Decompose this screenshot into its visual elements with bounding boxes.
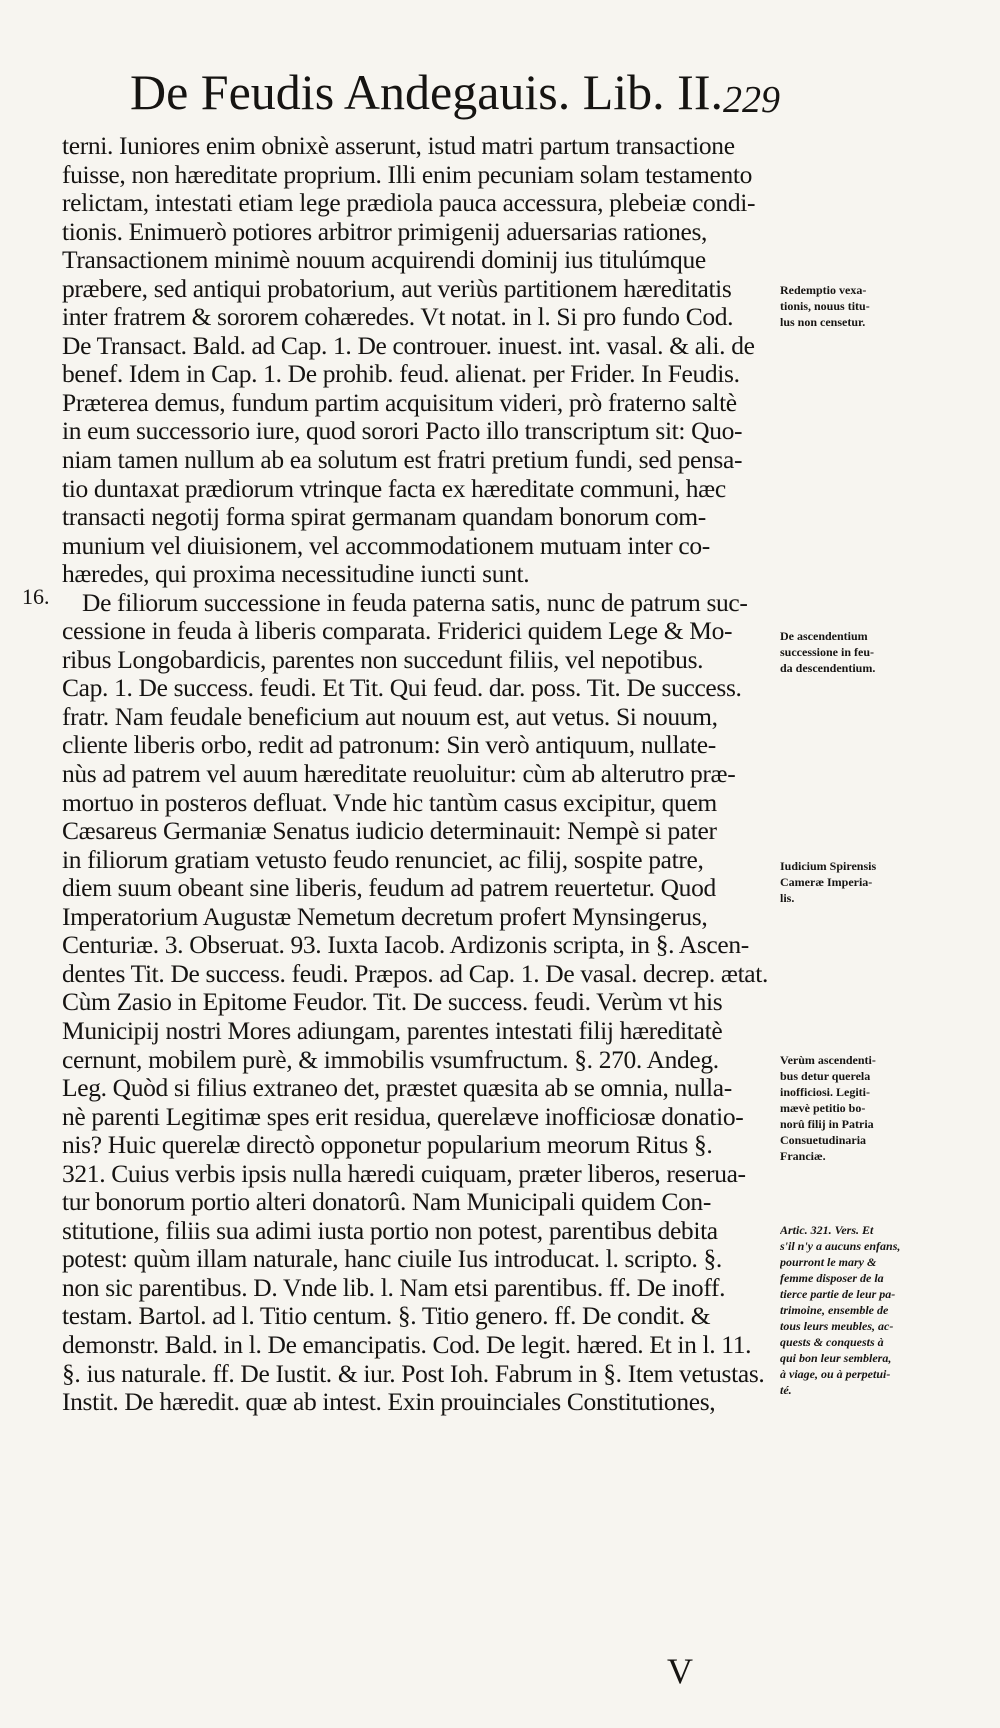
margin-note-line: tionis, nouus titu-	[780, 299, 870, 313]
text-line: Cap. 1. De success. feudi. Et Tit. Qui feud. dar. poss. Tit. De success.	[62, 674, 742, 703]
text-line: Imperatorium Augustæ Nemetum decretum profert Mynsingerus,	[62, 902, 708, 931]
text-line: in eum successorio iure, quod sorori Pacto illo transcriptum sit: Quo-	[62, 417, 743, 446]
margin-note-line: Iudicium Spirensis	[780, 859, 877, 873]
margin-note-line: successione in feu-	[780, 645, 874, 659]
margin-note-line: té.	[780, 1383, 792, 1397]
margin-note-line: tous leurs meubles, ac-	[780, 1319, 894, 1333]
margin-note-line: Verùm ascendenti-	[780, 1053, 876, 1067]
text-line: munium vel diuisionem, vel accommodationem mutuam inter co-	[62, 531, 710, 560]
margin-note-line: mævè petitio bo-	[780, 1101, 866, 1115]
margin-notes	[780, 0, 985, 1728]
margin-note-line: Artic. 321. Vers. Et	[780, 1223, 874, 1237]
section-number: 16.	[22, 584, 50, 609]
text-line: nè parenti Legitimæ spes erit residua, querelæve inofficiosæ donatio-	[62, 1102, 744, 1131]
text-line: fuisse, non hæreditate proprium. Illi enim pecuniam solam testamento	[62, 160, 753, 189]
text-line: De filiorum successione in feuda paterna satis, nunc de patrum suc-	[82, 588, 748, 617]
text-line: Centuriæ. 3. Obseruat. 93. Iuxta Iacob. Ardizonis scripta, in §. Ascen-	[62, 931, 749, 960]
text-line: diem suum obeant sine liberis, feudum ad patrem reuertetur. Quod	[62, 874, 716, 903]
text-line: Municipij nostri Mores adiungam, parentes intestati filij hæreditatè	[62, 1016, 723, 1045]
text-line: niam tamen nullum ab ea solutum est fratri pretium fundi, sed pensa-	[62, 446, 743, 475]
text-line: in filiorum gratiam vetusto feudo renunciet, ac filij, sospite patre,	[62, 845, 704, 874]
text-line: Cæsareus Germaniæ Senatus iudicio determinauit: Nempè si pater	[62, 817, 717, 846]
text-line: Cùm Zasio in Epitome Feudor. Tit. De success. feudi. Verùm vt his	[62, 988, 723, 1017]
text-line: tio duntaxat prædiorum vtrinque facta ex hæreditate communi, hæc	[62, 474, 726, 503]
text-line: hæredes, qui proxima necessitudine iuncti sunt.	[62, 560, 530, 589]
text-line: Instit. De hæredit. quæ ab intest. Exin prouinciales Constitutiones,	[62, 1388, 716, 1417]
text-line: stitutione, filiis sua adimi iusta portio non potest, parentibus debita	[62, 1216, 718, 1245]
text-line: relictam, intestati etiam lege prædiola pauca accessura, plebeiæ condi-	[62, 189, 756, 218]
margin-note-line: qui bon leur semblera,	[780, 1351, 892, 1365]
text-line: 321. Cuius verbis ipsis nulla hæredi cuiquam, præter liberos, reserua-	[62, 1159, 746, 1188]
text-line: Transactionem minimè nouum acquirendi dominij ius titulúmque	[62, 246, 706, 275]
margin-note	[780, 858, 985, 906]
margin-note	[780, 282, 985, 330]
text-line: testam. Bartol. ad l. Titio centum. §. Titio genero. ff. De condit. &	[62, 1302, 711, 1331]
text-line: nis? Huic querelæ directò opponetur popularium meorum Ritus §.	[62, 1131, 713, 1160]
text-line: non sic parentibus. D. Vnde lib. l. Nam etsi parentibus. ff. De inoff.	[62, 1273, 726, 1302]
text-line: præbere, sed antiqui probatorium, aut veriùs partitionem hæreditatis	[62, 274, 732, 303]
margin-note-line: norû filij in Patria	[780, 1117, 874, 1131]
text-line: ribus Longobardicis, parentes non succedunt filiis, vel nepotibus.	[62, 645, 704, 674]
text-line: §. ius naturale. ff. De Iustit. & iur. Post Ioh. Fabrum in §. Item vetustas.	[62, 1359, 765, 1388]
margin-note	[780, 1222, 985, 1398]
text-line: cliente liberis orbo, redit ad patronum: Sin verò antiquum, nullate-	[62, 731, 716, 760]
text-line: potest: quùm illam naturale, hanc ciuile Ius introducat. l. scripto. §.	[62, 1245, 722, 1274]
text-line: tionis. Enimuerò potiores arbitror primigenij aduersarias rationes,	[62, 217, 708, 246]
text-line: transacti negotij forma spirat germanam quandam bonorum com-	[62, 503, 706, 532]
margin-note	[780, 628, 985, 676]
margin-note-line: s'il n'y a aucuns enfans,	[780, 1239, 901, 1253]
margin-note-line: da descendentium.	[780, 661, 876, 675]
text-line: terni. Iuniores enim obnixè asserunt, istud matri partum transactione	[62, 132, 735, 160]
margin-note-line: à viage, ou à perpetui-	[780, 1367, 891, 1381]
margin-note-line: trimoine, ensemble de	[780, 1303, 889, 1317]
margin-note-line: Redemptio vexa-	[780, 283, 867, 297]
margin-note-line: De ascendentium	[780, 629, 868, 643]
main-text-column	[62, 132, 780, 1445]
text-line: Leg. Quòd si filius extraneo det, præstet quæsita ab se omnia, nulla-	[62, 1074, 732, 1103]
text-line: fratr. Nam feudale beneficium aut nouum est, aut vetus. Si nouum,	[62, 702, 718, 731]
text-line: mortuo in posteros defluat. Vnde hic tantùm casus excipitur, quem	[62, 788, 717, 817]
text-line: benef. Idem in Cap. 1. De prohib. feud. alienat. per Frider. In Feudis.	[62, 360, 740, 389]
margin-note-line: Consuetudinaria	[780, 1133, 867, 1147]
margin-note-line: quests & conquests à	[780, 1335, 884, 1349]
text-line	[62, 1417, 780, 1446]
text-line: nùs ad patrem vel auum hæreditate reuoluitur: cùm ab alterutro præ-	[62, 760, 736, 789]
signature-mark: V	[667, 1651, 693, 1691]
margin-note-line: tierce partie de leur pa-	[780, 1287, 896, 1301]
margin-note-line: inofficiosi. Legiti-	[780, 1085, 870, 1099]
margin-note-line: femme disposer de la	[780, 1271, 884, 1285]
text-line: demonstr. Bald. in l. De emancipatis. Cod. De legit. hæred. Et in l. 11.	[62, 1330, 752, 1359]
margin-note	[780, 1052, 985, 1164]
margin-note-line: lis.	[780, 891, 795, 905]
running-title: De Feudis Andegauis. Lib. II.	[130, 64, 723, 120]
text-line: cernunt, mobilem purè, & immobilis vsumfructum. §. 270. Andeg.	[62, 1045, 719, 1074]
margin-note-line: pourront le mary &	[780, 1255, 877, 1269]
margin-note-line: Franciæ.	[780, 1149, 826, 1163]
margin-note-line: Cameræ Imperia-	[780, 875, 873, 889]
margin-note-line: lus non censetur.	[780, 315, 866, 329]
page-number: 229	[723, 79, 780, 121]
text-line: dentes Tit. De success. feudi. Præpos. ad Cap. 1. De vasal. decrep. ætat.	[62, 959, 769, 988]
text-line: De Transact. Bald. ad Cap. 1. De controuer. inuest. int. vasal. & ali. de	[62, 331, 755, 360]
text-line: Præterea demus, fundum partim acquisitum videri, prò fraterno saltè	[62, 388, 737, 417]
text-line: tur bonorum portio alteri donatorû. Nam Municipali quidem Con-	[62, 1188, 711, 1217]
margin-note-line: bus detur querela	[780, 1069, 871, 1083]
text-line: cessione in feuda à liberis comparata. Friderici quidem Lege & Mo-	[62, 617, 733, 646]
text-line: inter fratrem & sororem cohæredes. Vt notat. in l. Si pro fundo Cod.	[62, 303, 734, 332]
